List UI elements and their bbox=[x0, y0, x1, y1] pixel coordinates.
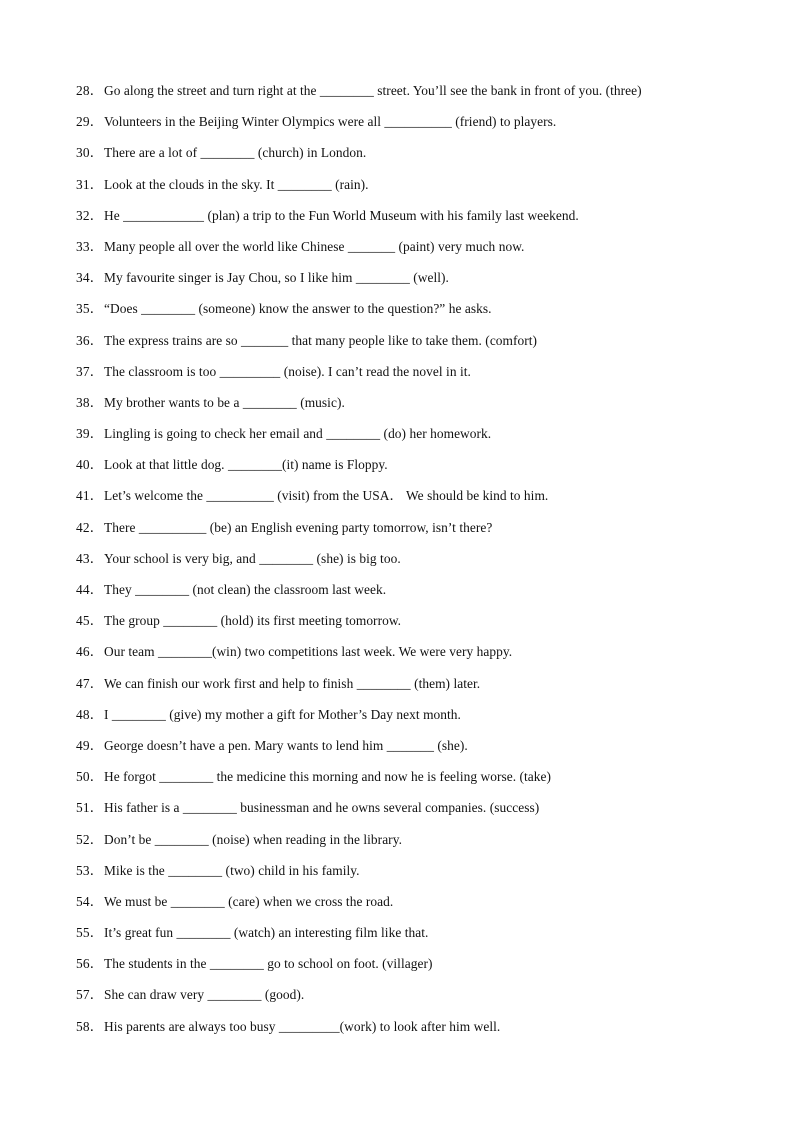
question-item bbox=[76, 921, 776, 952]
question-number: 37． bbox=[76, 363, 104, 379]
question-item bbox=[76, 734, 776, 765]
question-number: 31． bbox=[76, 176, 104, 192]
question-text: They ________ (not clean) the classroom last week. bbox=[104, 582, 387, 597]
question-number: 43． bbox=[76, 550, 104, 566]
question-text: There __________ (be) an English evening party tomorrow, isn’t there? bbox=[104, 519, 493, 535]
question-number: 48． bbox=[76, 706, 104, 722]
question-text: We must be ________ (care) when we cross the road. bbox=[104, 893, 394, 909]
question-text: Look at that little dog. ________(it) name is Floppy. bbox=[104, 457, 388, 473]
question-text: The express trains are so _______ that many people like to take them. (comfort) bbox=[104, 332, 538, 348]
question-item bbox=[76, 578, 776, 609]
question-item bbox=[76, 952, 776, 983]
question-number: 57． bbox=[76, 987, 104, 1003]
question-text: Let’s welcome the __________ (visit) from the USA． We should be kind to him. bbox=[104, 488, 549, 504]
question-text: The students in the ________ go to school on foot. (villager) bbox=[104, 956, 433, 972]
question-item bbox=[76, 1015, 776, 1046]
question-text: Volunteers in the Beijing Winter Olympics were all __________ (friend) to players. bbox=[104, 114, 557, 130]
question-item bbox=[76, 453, 776, 484]
question-number: 55． bbox=[76, 925, 104, 941]
question-number: 42． bbox=[76, 519, 104, 535]
question-number: 53． bbox=[76, 862, 104, 878]
question-item bbox=[76, 703, 776, 734]
question-item bbox=[76, 297, 776, 328]
question-text: Mike is the ________ (two) child in his family. bbox=[104, 862, 360, 878]
question-number: 40． bbox=[76, 457, 104, 473]
question-number: 36． bbox=[76, 332, 104, 348]
question-number: 52． bbox=[76, 831, 104, 847]
question-text: His father is a ________ businessman and he owns several companies. (success) bbox=[104, 800, 540, 816]
question-text: We can finish our work first and help to finish ________ (them) later. bbox=[104, 675, 481, 691]
question-text: I ________ (give) my mother a gift for Mother’s Day next month. bbox=[104, 706, 461, 722]
question-item bbox=[76, 235, 776, 266]
question-number: 49． bbox=[76, 737, 104, 753]
question-number: 41． bbox=[76, 488, 104, 504]
question-text: George doesn’t have a pen. Mary wants to lend him _______ (she). bbox=[104, 737, 468, 753]
question-text: His parents are always too busy _________(work) to look after him well. bbox=[104, 1018, 501, 1034]
question-number: 51． bbox=[76, 800, 104, 816]
question-text: Go along the street and turn right at the ________ street. You’ll see the bank in front of you. (three) bbox=[104, 83, 642, 98]
question-number: 50． bbox=[76, 769, 104, 785]
question-text: Lingling is going to check her email and ________ (do) her homework. bbox=[104, 426, 492, 442]
question-number: 54． bbox=[76, 893, 104, 909]
question-text: My brother wants to be a ________ (music). bbox=[104, 394, 345, 410]
question-item bbox=[76, 609, 776, 640]
question-item bbox=[76, 672, 776, 703]
question-text: Our team ________(win) two competitions last week. We were very happy. bbox=[104, 644, 513, 660]
question-number: 29． bbox=[76, 114, 104, 130]
question-item bbox=[76, 640, 776, 671]
question-number: 28． bbox=[76, 83, 104, 98]
question-item bbox=[76, 391, 776, 422]
question-item bbox=[76, 484, 776, 515]
question-text: Your school is very big, and ________ (she) is big too. bbox=[104, 550, 401, 566]
question-text: Look at the clouds in the sky. It ________ (rain). bbox=[104, 176, 369, 192]
question-item bbox=[76, 796, 776, 827]
question-item bbox=[76, 204, 776, 235]
question-item bbox=[76, 266, 776, 297]
question-number: 56． bbox=[76, 956, 104, 972]
question-item bbox=[76, 422, 776, 453]
question-text: She can draw very ________ (good). bbox=[104, 987, 305, 1003]
question-number: 34． bbox=[76, 270, 104, 286]
question-item bbox=[76, 173, 776, 204]
question-text: He forgot ________ the medicine this morning and now he is feeling worse. (take) bbox=[104, 769, 552, 785]
question-number: 45． bbox=[76, 613, 104, 629]
question-item bbox=[76, 110, 776, 141]
question-item bbox=[76, 890, 776, 921]
question-text: “Does ________ (someone) know the answer to the question?” he asks. bbox=[104, 301, 492, 317]
question-item bbox=[76, 79, 776, 110]
question-text: It’s great fun ________ (watch) an interesting film like that. bbox=[104, 925, 429, 941]
question-number: 30． bbox=[76, 145, 104, 161]
question-number: 38． bbox=[76, 394, 104, 410]
question-item bbox=[76, 765, 776, 796]
question-text: Many people all over the world like Chinese _______ (paint) very much now. bbox=[104, 238, 525, 254]
question-number: 32． bbox=[76, 207, 104, 223]
question-number: 46． bbox=[76, 644, 104, 660]
question-number: 47． bbox=[76, 675, 104, 691]
question-number: 39． bbox=[76, 426, 104, 442]
question-item bbox=[76, 360, 776, 391]
question-item bbox=[76, 983, 776, 1014]
question-number: 44． bbox=[76, 582, 104, 597]
question-text: Don’t be ________ (noise) when reading in the library. bbox=[104, 831, 402, 847]
question-item bbox=[76, 547, 776, 578]
question-text: The group ________ (hold) its first meeting tomorrow. bbox=[104, 613, 402, 629]
question-item bbox=[76, 141, 776, 172]
question-item bbox=[76, 516, 776, 547]
question-text: There are a lot of ________ (church) in London. bbox=[104, 145, 367, 161]
question-number: 58． bbox=[76, 1018, 104, 1034]
question-text: He ____________ (plan) a trip to the Fun World Museum with his family last weekend. bbox=[104, 207, 579, 223]
question-text: My favourite singer is Jay Chou, so I like him ________ (well). bbox=[104, 270, 449, 286]
question-item bbox=[76, 828, 776, 859]
question-number: 35． bbox=[76, 301, 104, 317]
question-text: The classroom is too _________ (noise). I can’t read the novel in it. bbox=[104, 363, 471, 379]
question-item bbox=[76, 859, 776, 890]
question-list bbox=[76, 79, 776, 1046]
question-item bbox=[76, 329, 776, 360]
question-number: 33． bbox=[76, 238, 104, 254]
